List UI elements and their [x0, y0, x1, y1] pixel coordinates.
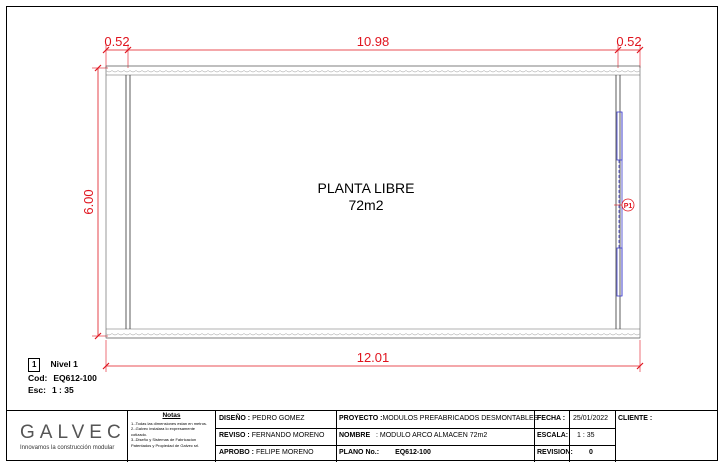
- notes-title: Notas: [162, 412, 181, 419]
- proyecto-value: MODULOS PREFABRICADOS DESMONTABLES: [382, 415, 539, 422]
- bottom-wall: [106, 329, 640, 338]
- cod-label: Cod:: [28, 373, 48, 383]
- diseno-value: PEDRO GOMEZ: [252, 415, 305, 422]
- notes-block: [128, 411, 216, 462]
- note-item: 3.-Diseño y Sistemas de Fabricacion Patentados y Propiedad de Galvec srl.: [131, 437, 200, 448]
- top-wall: [106, 66, 640, 75]
- door-tag: P1: [623, 203, 633, 210]
- logo-block: [6, 411, 128, 462]
- brand-logo: GALVEC: [20, 422, 126, 443]
- reviso-value: FERNANDO MORENO: [251, 432, 325, 439]
- nombre-row: NOMBRE : MODULO ARCO ALMACEN 72m2: [339, 432, 488, 439]
- revision-value: 0: [589, 449, 593, 456]
- fecha-label: FECHA :: [537, 415, 566, 422]
- room-title: PLANTA LIBRE: [317, 180, 415, 196]
- right-end-wall: [616, 75, 620, 329]
- aprobo-value: FELIPE MORENO: [255, 449, 314, 456]
- fecha-value: 25/01/2022: [573, 415, 609, 422]
- dim-left-margin: 0.52: [104, 34, 130, 49]
- diseno-row: DISEÑO : PEDRO GOMEZ: [219, 415, 305, 422]
- esc-value: 1 : 35: [51, 385, 74, 395]
- title-block: [6, 410, 718, 462]
- level-number: 1: [28, 358, 40, 372]
- escala-value: 1 : 35: [577, 432, 595, 439]
- level-name: Nivel 1: [50, 359, 78, 369]
- cod-value: EQ612-100: [53, 373, 97, 383]
- aprobo-row: APROBO : FELIPE MORENO: [219, 449, 314, 456]
- nombre-value: : MODULO ARCO ALMACEN 72m2: [375, 432, 488, 439]
- dim-bottom-total: 12.01: [356, 350, 390, 365]
- dim-top-span: 10.98: [356, 34, 390, 49]
- plano-value: EQ612-100: [395, 449, 431, 456]
- sheet-info: [28, 358, 97, 396]
- note-item: 2.-Galvec instalara lo expresamente cotizado.: [131, 426, 196, 437]
- door-p1: [617, 112, 622, 296]
- room-area: 72m2: [348, 197, 384, 213]
- dim-height: 6.00: [81, 189, 96, 215]
- note-item: 1.-Todas las dimensiones estan en metros.: [131, 420, 208, 426]
- plano-row: PLANO No.: EQ612-100: [339, 449, 431, 456]
- reviso-row: REVISO : FERNANDO MORENO: [219, 432, 325, 439]
- esc-label: Esc:: [28, 385, 46, 395]
- revision-label: REVISION:: [537, 449, 573, 456]
- brand-tagline: Innovamos la construcción modular: [20, 445, 115, 451]
- cliente-label: CLIENTE :: [618, 415, 653, 422]
- left-end-wall: [126, 75, 130, 329]
- dim-right-margin: 0.52: [616, 34, 642, 49]
- proyecto-row: PROYECTO :MODULOS PREFABRICADOS DESMONTABLES: [339, 415, 539, 422]
- escala-label: ESCALA:: [537, 432, 569, 439]
